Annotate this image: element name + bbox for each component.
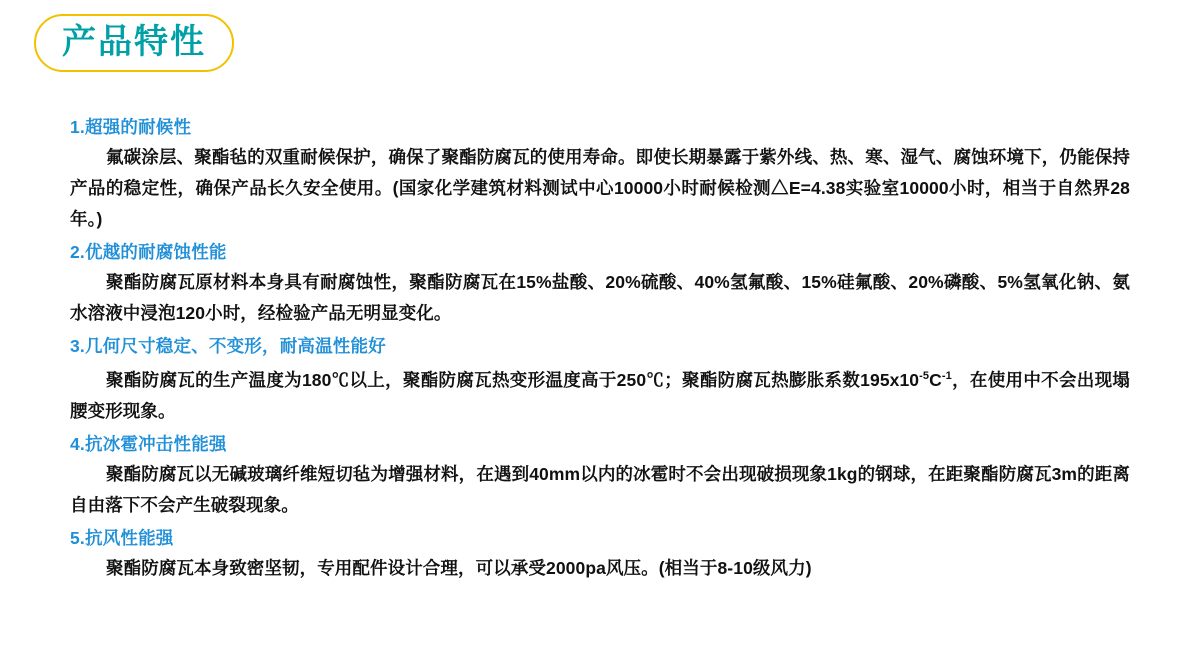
section-4-heading: 4.抗冰雹冲击性能强 [70, 433, 227, 454]
section-4 [70, 429, 1130, 521]
section-1 [70, 112, 1130, 235]
section-3-superscript-2: -1 [941, 370, 952, 382]
section-3 [70, 331, 1130, 427]
section-4-body: 聚酯防腐瓦以无碱玻璃纤维短切毡为增强材料，在遇到40mm以内的冰雹时不会出现破损现象1kg的钢球，在距聚酯防腐瓦3m的距离自由落下不会产生破裂现象。 [70, 463, 1130, 515]
section-2-heading: 2.优越的耐腐蚀性能 [70, 242, 227, 262]
content-body [70, 112, 1130, 586]
section-3-heading: 3.几何尺寸稳定、不变形，耐高温性能好 [70, 336, 386, 356]
page-title: 产品特性 [62, 23, 206, 61]
section-5-heading: 5.抗风性能强 [70, 527, 174, 548]
section-5 [70, 523, 1130, 584]
section-3-body-prefix: 聚酯防腐瓦的生产温度为180℃以上，聚酯防腐瓦热变形温度高于250℃；聚酯防腐瓦热膨胀系数195x10 [106, 369, 920, 390]
page-title-badge [34, 14, 234, 72]
section-1-heading: 1.超强的耐候性 [70, 117, 192, 137]
section-3-body-suffix: ，在使用中不会出现塌腰变形现象。 [70, 369, 1131, 421]
section-2 [70, 237, 1130, 329]
section-2-body: 聚酯防腐瓦原材料本身具有耐腐蚀性，聚酯防腐瓦在15%盐酸、20%硫酸、40%氢氟酸、15%硅氟酸、20%磷酸、5%氢氧化钠、氨水溶液中浸泡120小时，经检验产品无明显变化。 [70, 272, 1130, 323]
section-3-superscript-1: -5 [919, 370, 930, 382]
section-3-body-mid: C [929, 369, 942, 390]
section-3-body [70, 361, 1130, 427]
section-5-body: 聚酯防腐瓦本身致密坚韧，专用配件设计合理，可以承受2000pa风压。(相当于8-10级风力) [106, 557, 812, 578]
page-title-container [34, 14, 234, 72]
section-1-body: 氟碳涂层、聚酯毡的双重耐候保护，确保了聚酯防腐瓦的使用寿命。即使长期暴露于紫外线、热、寒、湿气、腐蚀环境下，仍能保持产品的稳定性，确保产品长久安全使用。(国家化学建筑材料测试中心10000小时耐候检测△E=4.38实验室10000小时，相当于自然界28年。) [70, 147, 1130, 229]
